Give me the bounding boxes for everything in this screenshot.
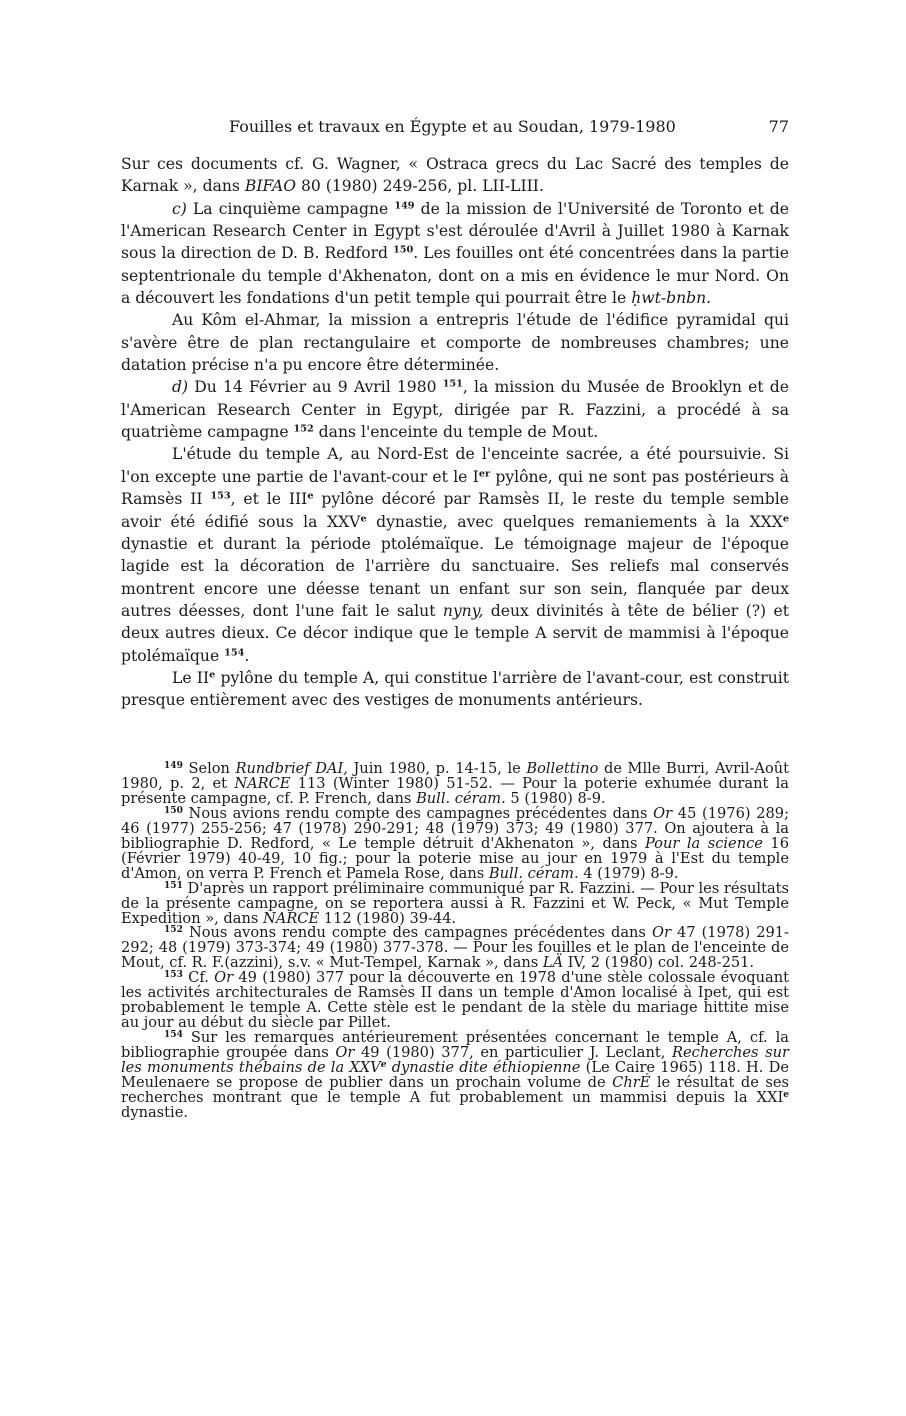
- italic-text: ChrÉ: [612, 1074, 651, 1092]
- italic-text: ḥwt-bnbn.: [631, 289, 712, 308]
- note-marker: 151: [442, 379, 463, 391]
- italic-text: dynastie dite éthiopienne: [386, 1059, 581, 1077]
- note-marker: 153: [164, 970, 183, 981]
- text-run: dans l'enceinte du temple de Mout.: [313, 423, 599, 442]
- text-run: L'étude du temple A, au Nord-Est de l'enceinte sacrée, a été poursuivie. Si l'on excepte une partie de l'avant-cour et le I: [121, 445, 789, 486]
- note-marker: e: [209, 669, 216, 681]
- italic-text: Or: [214, 969, 234, 987]
- italic-text: Pour la science: [644, 834, 763, 852]
- text-run: pylône du temple A, qui constitue l'arrière de l'avant-cour, est construit presque entièrement avec des vestiges de monuments antérieurs.: [121, 668, 789, 710]
- note-marker: 154: [224, 647, 245, 659]
- text-run: dynastie, avec quelques remaniements à la XXX: [366, 512, 783, 531]
- text-run: Nous avons rendu compte des campagnes précédentes dans: [182, 924, 652, 942]
- paragraph: [121, 376, 789, 443]
- text-run: Sur ces documents cf. G. Wagner, « Ostraca grecs du Lac Sacré des temples de Karnak », dans: [121, 155, 789, 196]
- footnote-149: [121, 762, 789, 807]
- italic-text: Or: [651, 924, 671, 942]
- note-marker: 150: [393, 245, 414, 257]
- text-run: , et le III: [230, 490, 308, 509]
- note-marker: 154: [164, 1030, 183, 1041]
- text-run: . Les fouilles ont été concentrées dans la partie septentrionale du temple d'Akhenaton, dont on a mis en évidence le mur Nord. On a découvert les fondations d'un petit temple qui pourrait être le: [121, 244, 789, 308]
- paragraph: [121, 667, 789, 712]
- text-run: 113 (Winter 1980) 51-52. — Pour la poterie exhumée durant la présente campagne, cf. P. French, dans: [121, 774, 789, 807]
- text-run: 45 (1976) 289; 46 (1977) 255-256; 47 (1978) 290-291; 48 (1979) 373; 49 (1980) 377. On ajoutera à la bibliographie D. Redford, « Le temple détruit d'Akhenaton », dans: [121, 804, 789, 852]
- footnote-153: [121, 971, 789, 1031]
- note-marker: 151: [164, 880, 183, 891]
- italic-text: Bull. céram.: [488, 864, 579, 882]
- text-run: Selon: [182, 760, 236, 777]
- main-text: [121, 153, 789, 712]
- text-run: de la mission de l'Université de Toronto et de l'American Research Center in Egypt s'est déroulée d'Avril à Juillet 1980 à Karnak sous la direction de D. B. Redford: [121, 199, 789, 263]
- italic-text: c): [172, 199, 187, 218]
- text-run: 47 (1978) 291-292; 48 (1979) 373-374; 49 (1980) 377-378. — Pour les fouilles et le plan de l'enceinte de Mout, cf. R. F.(azzini), s.v. « Mut-Tempel, Karnak », dans: [121, 924, 789, 972]
- text-run: pylône décoré par Ramsès II, le reste du temple semble avoir été édifié sous la XXV: [121, 490, 789, 531]
- text-run: Au Kôm el-Ahmar, la mission a entrepris l'étude de l'édifice pyramidal qui s'avère être de plan rectangulaire et comporte de nombreuses chambres; une datation précise n'a pu encore être déterminée.: [121, 311, 789, 375]
- footnote-150: [121, 804, 789, 882]
- italic-text: Or: [335, 1044, 355, 1062]
- footnotes: [121, 762, 789, 1121]
- text-run: de Mlle Burri, Avril-Août 1980, p. 2, et: [121, 760, 790, 792]
- text-run: 112 (1980) 39-44.: [319, 909, 457, 927]
- text-run: , la mission du Musée de Brooklyn et de l'American Research Center in Egypt, dirigée par R. Fazzini, a procédé à sa quatrième campagne: [121, 378, 789, 442]
- italic-text: BIFAO: [244, 177, 297, 196]
- text-run: 4 (1979) 8-9.: [578, 864, 679, 882]
- text-run: le résultat de ses recherches montrant que le temple A fut probablement un mammisi depuis la XXI: [121, 1074, 789, 1106]
- text-run: Cf.: [182, 969, 215, 987]
- page-number: 77: [768, 117, 789, 136]
- italic-text: Bollettino: [526, 760, 599, 777]
- text-run: (Le Caire 1965) 118. H. De Meulenaere se propose de publier dans un prochain volume de: [121, 1059, 789, 1092]
- italic-text: LÄ: [542, 954, 564, 972]
- text-run: La cinquième campagne: [186, 199, 395, 218]
- text-run: IV, 2 (1980) col. 248-251.: [563, 954, 755, 972]
- italic-text: NARCE: [263, 909, 320, 927]
- text-run: dynastie.: [121, 1103, 188, 1121]
- italic-text: Recherches sur les monuments thébains de la XXV: [121, 1044, 789, 1077]
- paragraph: [121, 443, 789, 666]
- note-marker: e: [360, 513, 367, 525]
- note-marker: e: [307, 490, 314, 502]
- text-run: 80 (1980) 249-256, pl. LII-LIII.: [296, 177, 544, 196]
- text-run: Du 14 Février au 9 Avril 1980: [188, 378, 443, 397]
- text-run: Juin 1980, p. 14-15, le: [347, 760, 527, 777]
- text-run: deux divinités à tête de bélier (?) et deux autres dieux. Ce décor indique que le temple A servit de mammisi à l'époque ptolémaïque: [121, 601, 789, 665]
- italic-text: Bull. céram.: [416, 789, 506, 807]
- italic-text: Rundbrief DAI,: [235, 760, 348, 777]
- paragraph: [121, 309, 789, 376]
- note-marker: 149: [164, 761, 183, 772]
- text-run: pylône, qui ne sont pas postérieurs à Ramsès II: [121, 467, 789, 509]
- text-run: 49 (1980) 377 pour la découverte en 1978 d'une stèle colossale évoquant les activités architecturales de Ramsès II dans un temple d'Amon localisé à Ipet, qui est probablement le temple A. Cette stèle est le pendant de la stèle du mariage hittite mise au jour au début du siècle par Pillet.: [121, 969, 789, 1032]
- running-header: [229, 115, 789, 139]
- running-title: Fouilles et travaux en Égypte et au Soudan, 1979-1980: [229, 117, 676, 136]
- note-marker: 150: [164, 805, 183, 816]
- text-run: 5 (1980) 8-9.: [505, 789, 606, 807]
- footnote-154: [121, 1031, 789, 1121]
- note-marker: 152: [293, 423, 314, 435]
- text-run: Le II: [172, 668, 210, 687]
- text-run: dynastie et durant la période ptolémaïque. Le témoignage majeur de l'époque lagide est la décoration de l'arrière du sanctuaire. Ses reliefs mal conservés montrent encore une déesse tenant un enfant sur son sein, flanquée par deux autres déesses, dont l'une fait le salut: [121, 534, 789, 620]
- italic-text: NARCE: [234, 774, 291, 792]
- paragraph: [121, 198, 789, 310]
- note-marker: e: [783, 1090, 789, 1100]
- note-marker: e: [380, 1060, 387, 1071]
- text-run: 16 (Février 1979) 40-49, 10 fig.; pour la poterie mise au jour en 1979 à l'Est du temple d'Amon, on verra P. French et Pamela Rose, dans: [121, 834, 789, 882]
- text-run: 49 (1980) 377, en particulier J. Leclant,: [354, 1044, 673, 1062]
- italic-text: Or: [653, 804, 673, 822]
- text-run: D'après un rapport préliminaire communiqué par R. Fazzini. — Pour les résultats de la présente campagne, on se reportera aussi à R. Fazzini et W. Peck, « Mut Temple Expedition », dans: [121, 879, 789, 927]
- footnote-151: [121, 879, 789, 927]
- paragraph: [121, 153, 789, 198]
- note-marker: 153: [210, 490, 231, 502]
- italic-text: nyny,: [442, 601, 484, 620]
- italic-text: d): [172, 378, 189, 397]
- note-marker: er: [478, 468, 491, 480]
- text-run: Nous avions rendu compte des campagnes précédentes dans: [182, 804, 654, 822]
- note-marker: e: [782, 513, 789, 525]
- note-marker: 152: [164, 925, 183, 936]
- text-run: Sur les remarques antérieurement présentées concernant le temple A, cf. la bibliographie groupée dans: [121, 1029, 789, 1062]
- note-marker: 149: [394, 200, 415, 212]
- footnote-152: [121, 926, 789, 971]
- text-run: .: [244, 646, 250, 665]
